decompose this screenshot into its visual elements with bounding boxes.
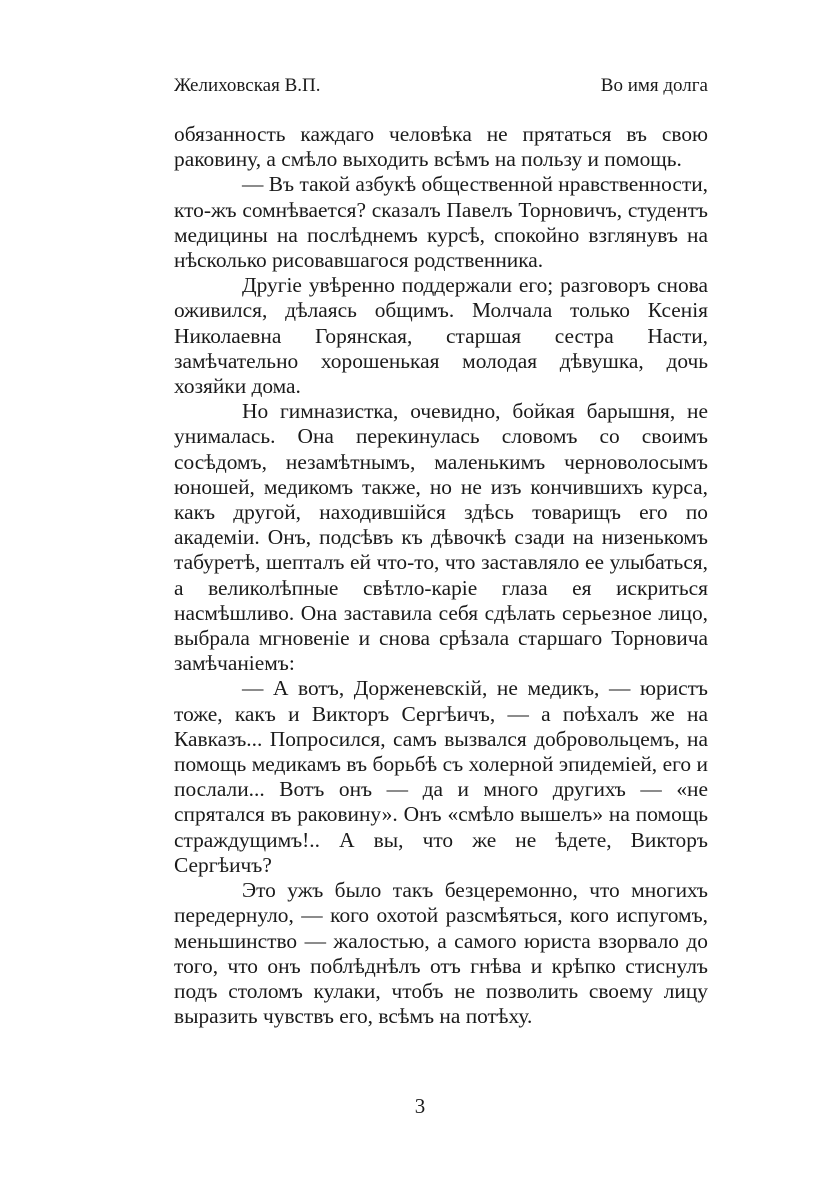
header-title: Во имя долга: [600, 75, 708, 96]
paragraph: — А вотъ, Дорженевскій, не медикъ, — юристъ тоже, какъ и Викторъ Сергѣичъ, — а поѣхалъ же на Кавказъ... Попросился, самъ вызвался добровольцемъ, на помощь медикамъ въ борьбѣ съ холерной эпидеміей, его и послали... Вотъ онъ — да и много другихъ — «не спрятался въ раковину». Онъ «смѣло вышелъ» на помощь страждущимъ!.. А вы, что же не ѣдете, Викторъ Сергѣичъ?: [174, 676, 708, 877]
page-number: 3: [414, 1094, 426, 1118]
paragraph-continued: обязанность каждаго человѣка не прятаться въ свою раковину, а смѣло выходить всѣмъ на пользу и помощь.: [174, 122, 708, 172]
paragraph: — Въ такой азбукѣ общественной нравственности, кто-жъ сомнѣвается? сказалъ Павелъ Торновичъ, студентъ медицины на послѣднемъ курсѣ, спокойно взглянувъ на нѣсколько рисовавшагося родственника.: [174, 172, 708, 273]
paragraph: Но гимназистка, очевидно, бойкая барышня, не унималась. Она перекинулась словомъ со своимъ сосѣдомъ, незамѣтнымъ, маленькимъ черноволосымъ юношей, медикомъ также, но не изъ кончившихъ курса, какъ другой, находившійся здѣсь товарищъ его по академіи. Онъ, подсѣвъ къ дѣвочкѣ сзади на низенькомъ табуретѣ, шепталъ ей что-то, что заставляло ее улыбаться, а великолѣпные свѣтло-каріе глаза ея искриться насмѣшливо. Она заставила себя сдѣлать серьезное лицо, выбрала мгновеніе и снова срѣзала старшаго Торновича замѣчаніемъ:: [174, 399, 708, 676]
running-head: [174, 74, 708, 98]
paragraph: Это ужъ было такъ безцеремонно, что многихъ передернуло, — кого охотой разсмѣяться, кого испугомъ, меньшинство — жалостью, а самого юриста взорвало до того, что онъ поблѣднѣлъ отъ гнѣва и крѣпко стиснулъ подъ столомъ кулаки, чтобъ не позволить своему лицу выразить чувствъ его, всѣмъ на потѣху.: [174, 878, 708, 1029]
body-text: [174, 122, 708, 1029]
paragraph: Другіе увѣренно поддержали его; разговоръ снова оживился, дѣлаясь общимъ. Молчала только Ксенія Николаевна Горянская, старшая сестра Насти, замѣчательно хорошенькая молодая дѣвушка, дочь хозяйки дома.: [174, 273, 708, 399]
header-author: Желиховская В.П.: [174, 75, 321, 96]
